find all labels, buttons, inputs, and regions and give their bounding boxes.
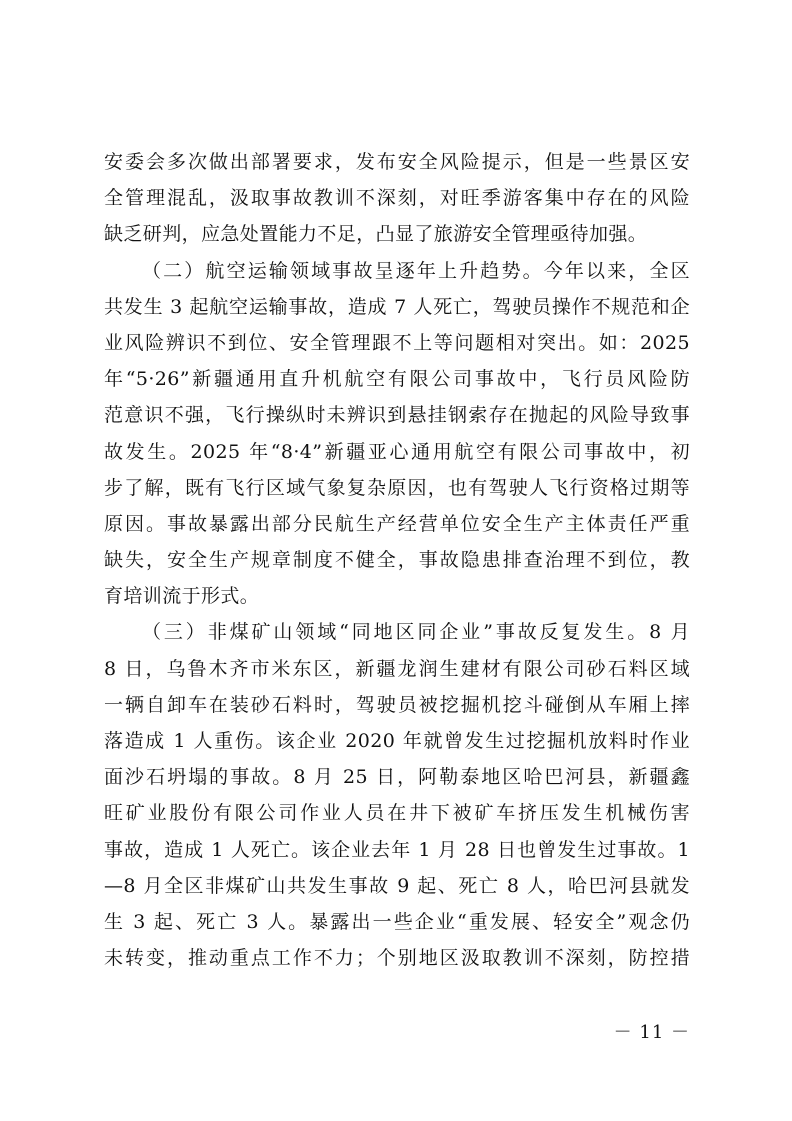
text-line: 未转变，推动重点工作不力；个别地区汲取教训不深刻，防控措 [104, 947, 690, 970]
section-heading-line: （二）航空运输领域事故呈逐年上升趋势。今年以来，全区 [142, 259, 690, 282]
text-line: —8 月全区非煤矿山共发生事故 9 起、死亡 8 人，哈巴河县就发 [104, 874, 690, 897]
text-line: 事故，造成 1 人死亡。该企业去年 1 月 28 日也曾发生过事故。1 [104, 838, 690, 861]
body-text [104, 150, 690, 982]
page-number: － 11 － [613, 1022, 690, 1043]
text-line: 一辆自卸车在装砂石料时，驾驶员被挖掘机挖斗碰倒从车厢上摔 [104, 693, 690, 716]
text-line: 业风险辨识不到位、安全管理跟不上等问题相对突出。如：2025 [104, 331, 690, 354]
text-line: 缺失，安全生产规章制度不健全，事故隐患排查治理不到位，教 [104, 549, 690, 572]
text-line: 生 3 起、死亡 3 人。暴露出一些企业“重发展、轻安全”观念仍 [104, 910, 690, 933]
text-line: 缺乏研判，应急处置能力不足，凸显了旅游安全管理亟待加强。 [104, 223, 648, 246]
text-line: 原因。事故暴露出部分民航生产经营单位安全生产主体责任严重 [104, 512, 690, 535]
text-line: 故发生。2025 年“8·4”新疆亚心通用航空有限公司事故中，初 [104, 440, 690, 463]
text-line: 8 日，乌鲁木齐市米东区，新疆龙润生建材有限公司砂石料区域 [104, 657, 690, 680]
text-line: 育培训流于形式。 [104, 585, 260, 608]
text-line: 面沙石坍塌的事故。8 月 25 日，阿勒泰地区哈巴河县，新疆鑫 [104, 766, 690, 789]
text-line: 范意识不强，飞行操纵时未辨识到悬挂钢索存在抛起的风险导致事 [104, 404, 690, 427]
text-line: 安委会多次做出部署要求，发布安全风险提示，但是一些景区安 [104, 151, 690, 173]
text-line: 年“5·26”新疆通用直升机航空有限公司事故中，飞行员风险防 [104, 368, 690, 391]
text-line: 全管理混乱，汲取事故教训不深刻，对旺季游客集中存在的风险 [104, 187, 690, 210]
text-line: 共发生 3 起航空运输事故，造成 7 人死亡，驾驶员操作不规范和企 [104, 295, 690, 318]
text-line: 落造成 1 人重伤。该企业 2020 年就曾发生过挖掘机放料时作业 [104, 730, 690, 752]
text-line: 步了解，既有飞行区域气象复杂原因，也有驾驶人飞行资格过期等 [104, 476, 690, 499]
section-heading-line: （三）非煤矿山领域“同地区同企业”事故反复发生。8 月 [142, 621, 690, 644]
text-line: 旺矿业股份有限公司作业人员在井下被矿车挤压发生机械伤害 [104, 802, 690, 825]
